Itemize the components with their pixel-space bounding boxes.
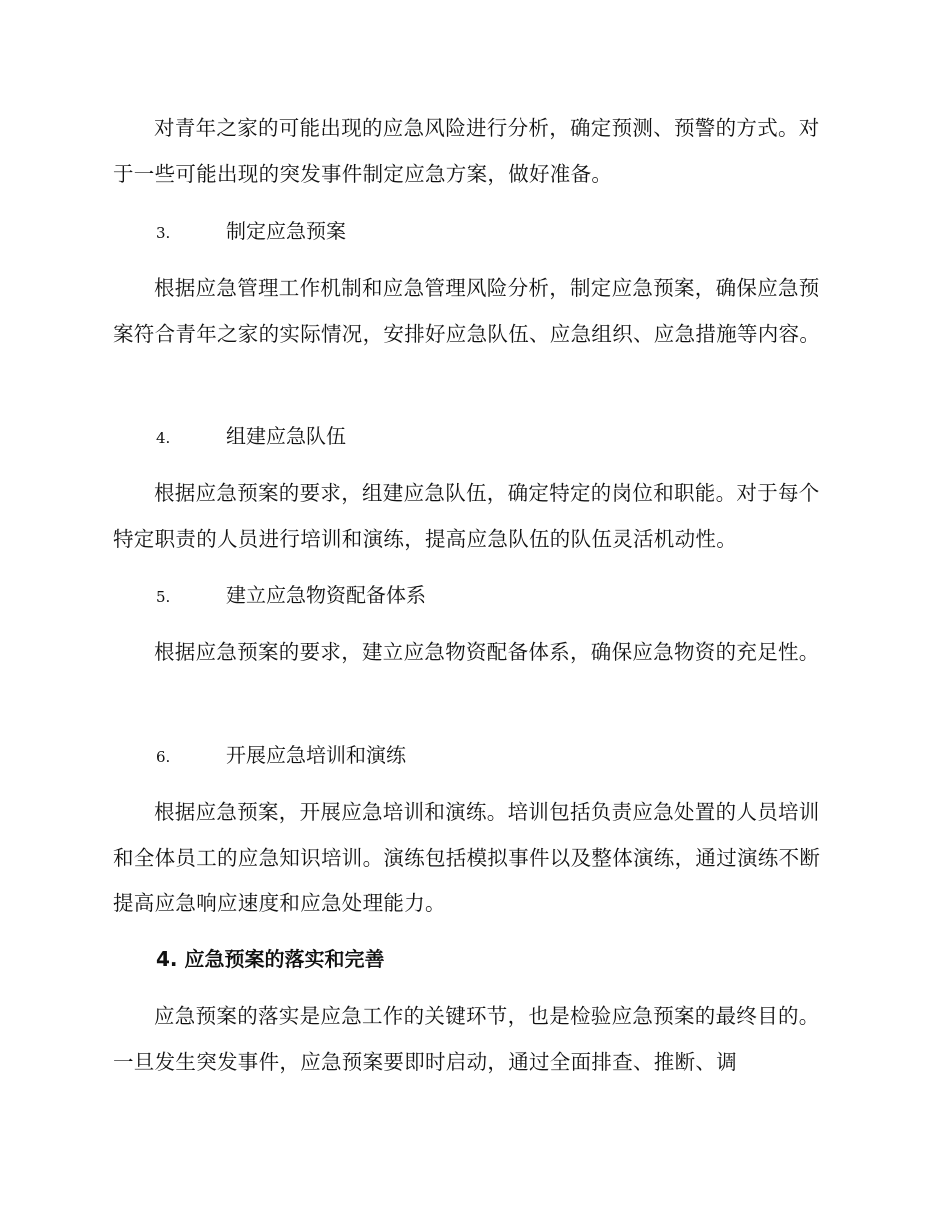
paragraph — [113, 266, 833, 357]
item-title: 组建应急队伍 — [226, 424, 346, 448]
paragraph — [113, 471, 833, 562]
paragraph-text: 根据应急预案的要求，建立应急物资配备体系，确保应急物资的充足性。 — [154, 640, 820, 664]
numbered-item — [113, 740, 833, 772]
paragraph — [113, 994, 833, 1085]
item-title: 建立应急物资配备体系 — [226, 583, 426, 607]
paragraph — [113, 106, 833, 197]
item-number: 5. — [156, 588, 171, 606]
item-number: 6. — [156, 748, 171, 766]
paragraph-text: 根据应急管理工作机制和应急管理风险分析，制定应急预案，确保应急预案符合青年之家的实际情况，安排好应急队伍、应急组织、应急措施等内容。 — [113, 276, 821, 346]
paragraph — [113, 630, 833, 676]
numbered-item — [113, 421, 833, 453]
item-title: 制定应急预案 — [226, 219, 346, 243]
item-number: 3. — [156, 224, 171, 242]
paragraph-text: 根据应急预案的要求，组建应急队伍，确定特定的岗位和职能。对于每个特定职责的人员进行培训和演练，提高应急队伍的队伍灵活机动性。 — [113, 481, 820, 551]
section-heading — [113, 944, 833, 974]
paragraph-text: 根据应急预案，开展应急培训和演练。培训包括负责应急处置的人员培训和全体员工的应急知识培训。演练包括模拟事件以及整体演练，通过演练不断提高应急响应速度和应急处理能力。 — [113, 800, 821, 915]
paragraph — [113, 790, 833, 927]
paragraph-text: 对青年之家的可能出现的应急风险进行分析，确定预测、预警的方式。对于一些可能出现的突发事件制定应急方案，做好准备。 — [113, 116, 820, 186]
paragraph-text: 应急预案的落实是应急工作的关键环节，也是检验应急预案的最终目的。一旦发生突发事件，应急预案要即时启动，通过全面排查、推断、调 — [113, 1004, 820, 1074]
numbered-item — [113, 216, 833, 248]
section-heading-text: 4. 应急预案的落实和完善 — [156, 947, 385, 971]
numbered-item — [113, 580, 833, 612]
item-title: 开展应急培训和演练 — [226, 743, 406, 767]
item-number: 4. — [156, 429, 171, 447]
